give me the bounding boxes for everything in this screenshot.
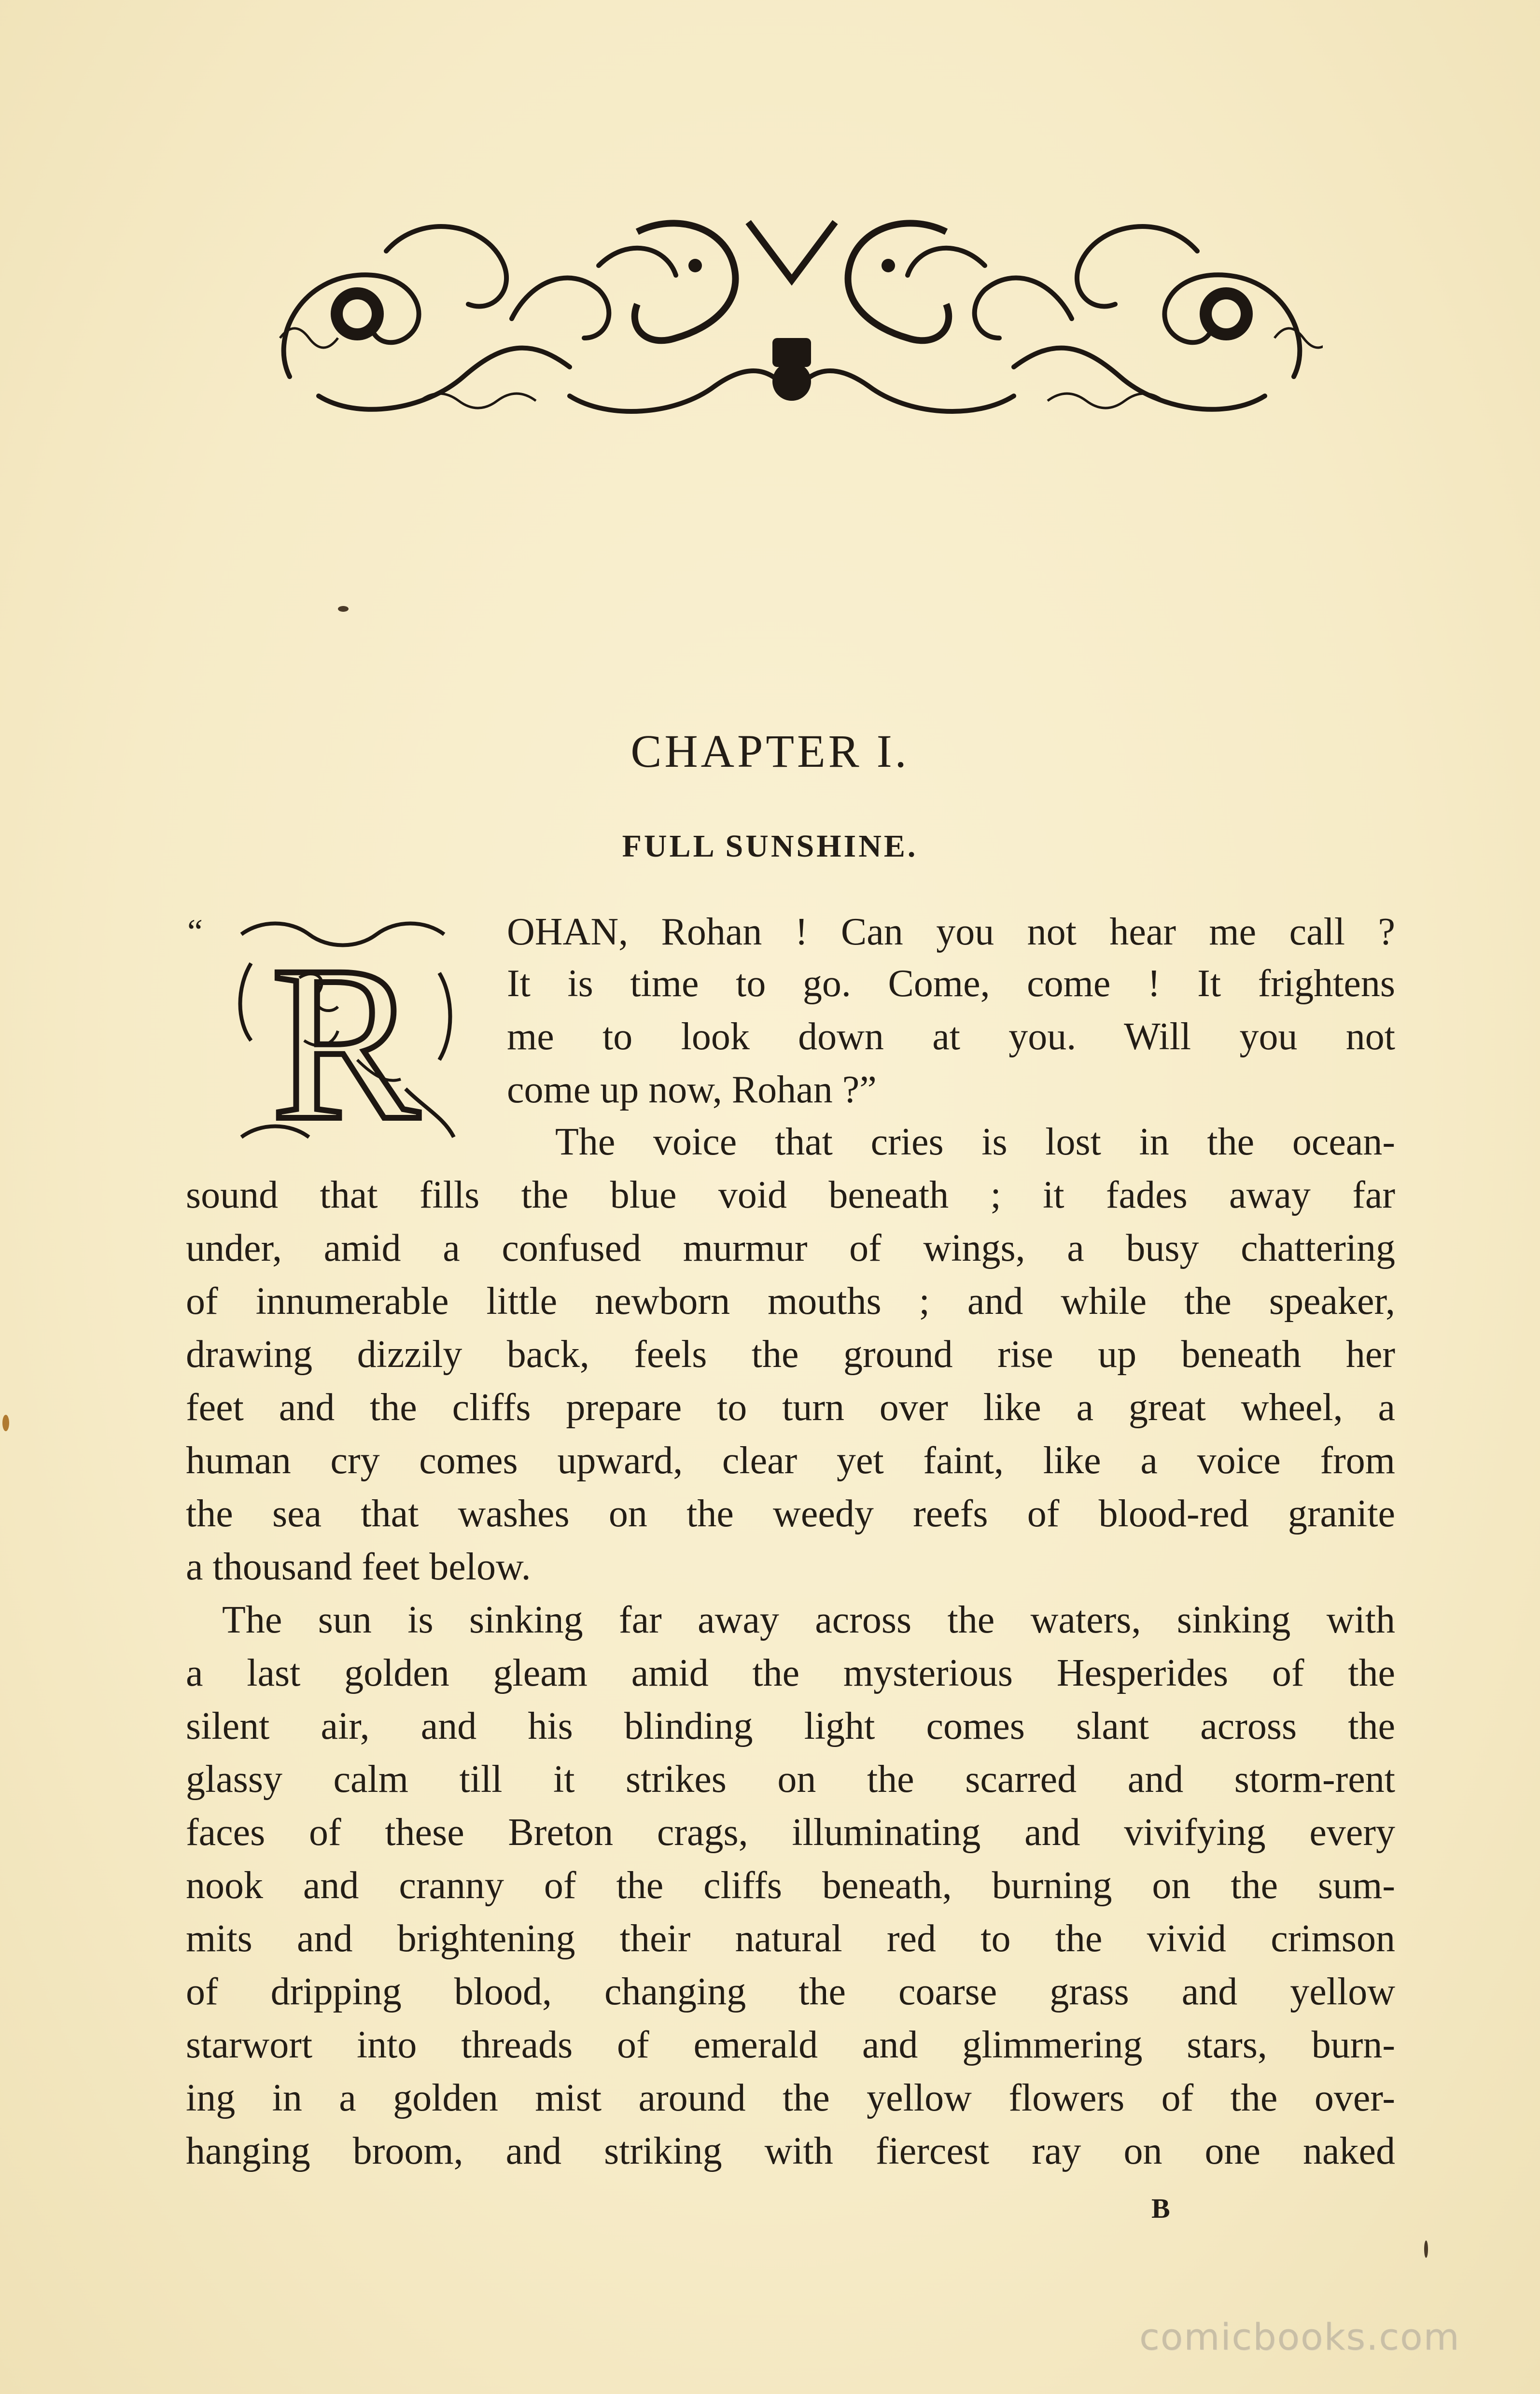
text-line: OHAN, Rohan ! Can you not hear me call ? [507, 911, 1395, 953]
paper-speck [338, 606, 349, 612]
chapter-title: CHAPTER I. [630, 725, 910, 777]
text-line: The voice that cries is lost in the ocean- [555, 1121, 1395, 1163]
opening-quote-mark: “ [187, 912, 203, 951]
signature-mark: B [1151, 2193, 1170, 2224]
headpiece-ornament-icon [261, 193, 1323, 435]
watermark: comicbooks.com [1139, 2315, 1460, 2358]
text-line: come up now, Rohan ?” [507, 1069, 877, 1111]
text-line: silent air, and his blinding light comes slant across the [186, 1705, 1395, 1747]
text-line: a last golden gleam amid the mysterious Hesperides of the [186, 1652, 1395, 1694]
text-line: hanging broom, and striking with fiercest ray on one naked [186, 2130, 1395, 2172]
text-line: the sea that washes on the weedy reefs of blood-red granite [186, 1493, 1395, 1535]
chapter-subtitle: FULL SUNSHINE. [622, 829, 918, 864]
text-line: ing in a golden mist around the yellow flowers of the over- [186, 2077, 1395, 2119]
text-line: feet and the cliffs prepare to turn over like a great wheel, a [186, 1386, 1395, 1429]
svg-text:R: R [271, 920, 420, 1147]
dropcap-r-icon [232, 915, 459, 1147]
text-line: starwort into threads of emerald and glimmering stars, burn- [186, 2024, 1395, 2066]
paper-speck [2, 1415, 9, 1431]
text-line: a thousand feet below. [186, 1546, 531, 1588]
text-line: under, amid a confused murmur of wings, a busy chattering [186, 1227, 1395, 1269]
text-line: drawing dizzily back, feels the ground rise up beneath her [186, 1333, 1395, 1376]
text-line: faces of these Breton crags, illuminating and vivifying every [186, 1811, 1395, 1854]
text-line: It is time to go. Come, come ! It frightens [507, 962, 1395, 1005]
text-line: nook and cranny of the cliffs beneath, burning on the sum- [186, 1864, 1395, 1907]
text-line: The sun is sinking far away across the waters, sinking with [222, 1599, 1395, 1641]
paper-speck [1424, 2240, 1428, 2258]
text-line: of dripping blood, changing the coarse grass and yellow [186, 1971, 1395, 2013]
text-line: of innumerable little newborn mouths ; and while the speaker, [186, 1280, 1395, 1323]
text-line: human cry comes upward, clear yet faint, like a voice from [186, 1439, 1395, 1482]
text-line: mits and brightening their natural red to the vivid crimson [186, 1917, 1395, 1960]
text-line: me to look down at you. Will you not [507, 1015, 1395, 1058]
text-line: glassy calm till it strikes on the scarred and storm-rent [186, 1758, 1395, 1801]
text-line: sound that fills the blue void beneath ; it fades away far [186, 1174, 1395, 1216]
